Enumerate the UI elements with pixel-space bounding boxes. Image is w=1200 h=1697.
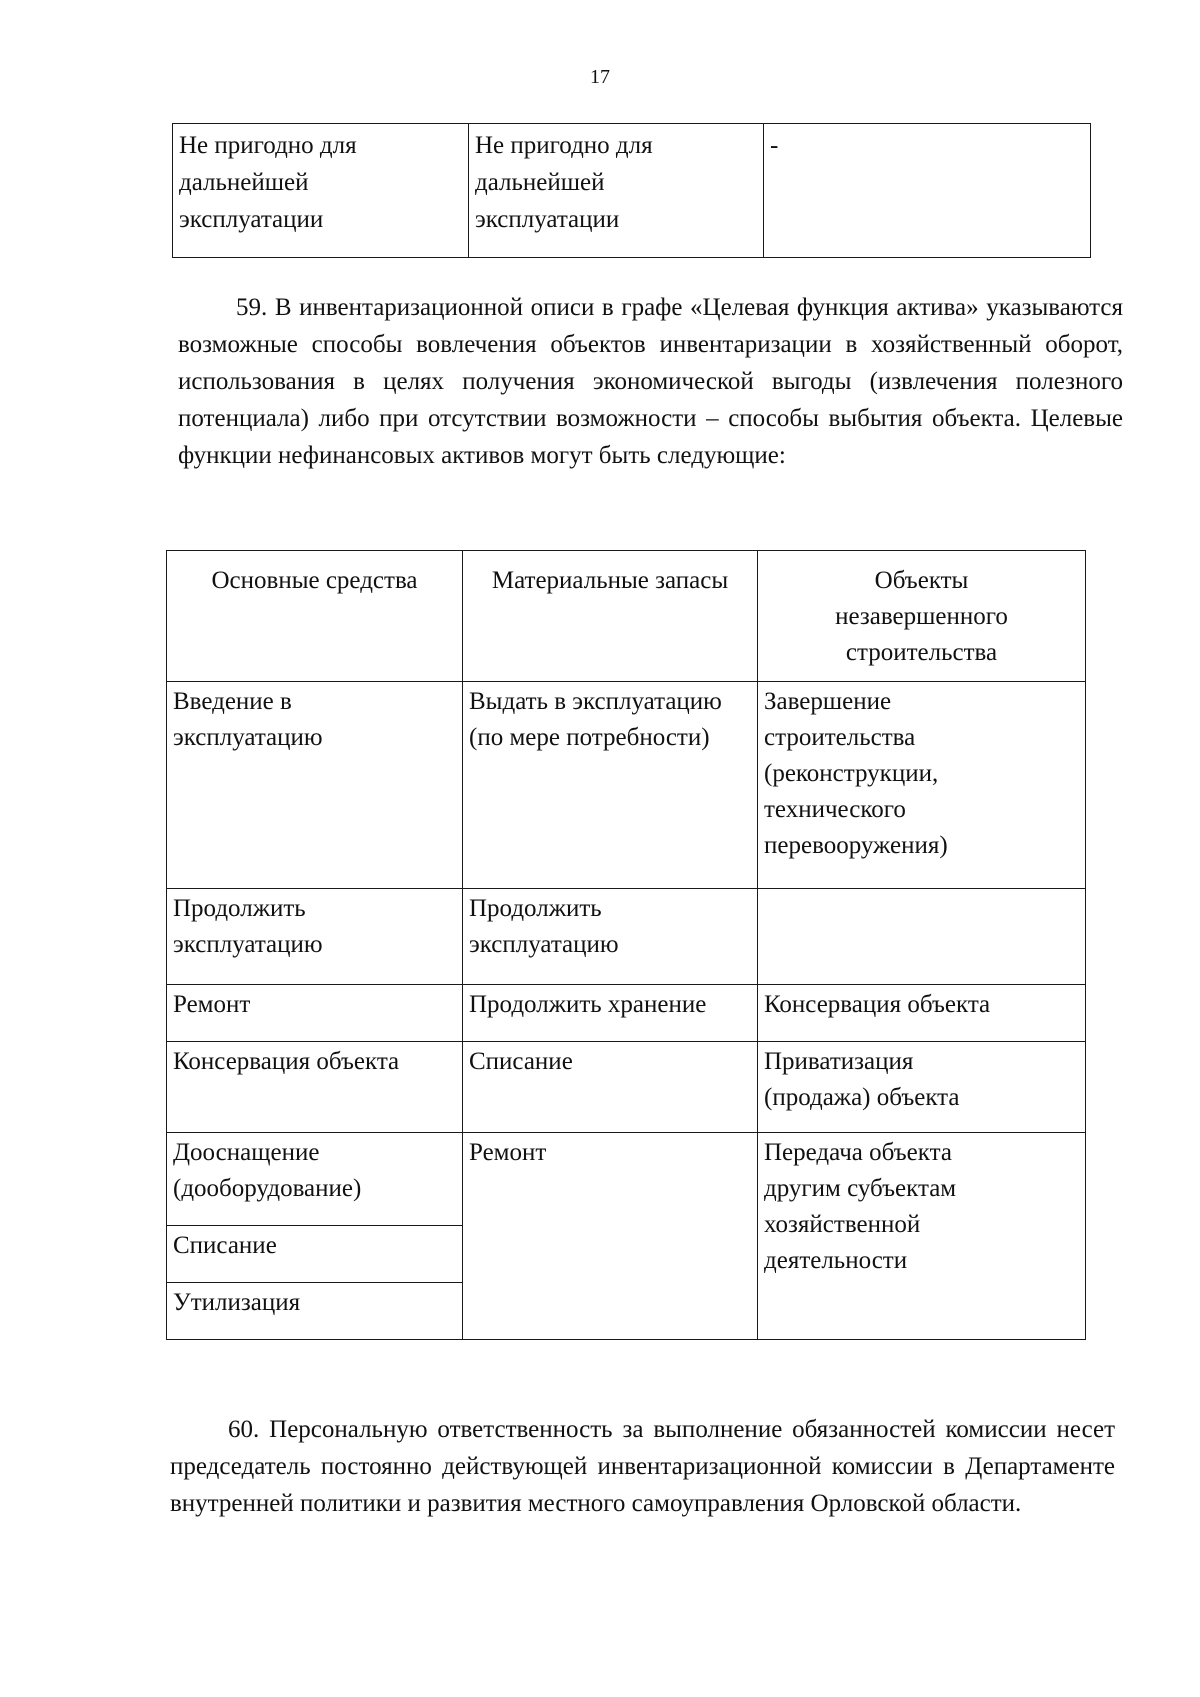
page-number: 17 (590, 66, 610, 88)
cell-line: Завершение (764, 688, 892, 715)
table-row (167, 682, 1086, 889)
cell-line: Консервация объекта (173, 1048, 400, 1075)
table-cell (764, 124, 1091, 258)
cell-line: Не пригодно для (475, 132, 653, 159)
cell-line: Консервация объекта (764, 991, 991, 1018)
cell-line: Приватизация (764, 1048, 914, 1075)
table-cell (758, 889, 1086, 985)
cell-line: Не пригодно для (179, 132, 357, 159)
cell-line: (реконструкции, (764, 760, 939, 787)
paragraph-59 (178, 289, 1123, 474)
column-header (758, 551, 1086, 682)
paragraph-59-text: 59. В инвентаризационной описи в графе «Целевая функция актива» указываются возможные способы вовлечения объектов инвентаризации в хозяйственный оборот, использования в целях получения экономической выгоды (извлечения полезного потенциала) либо при отсутствии возможности – способы выбытия объекта. Целевые функции нефинансовых активов могут быть следующие: (178, 294, 1123, 469)
cell-line: перевооружения) (764, 832, 948, 859)
cell-line: эксплуатацию (469, 931, 619, 958)
table-row (167, 889, 1086, 985)
cell-line: дальнейшей (179, 169, 309, 196)
table-row (173, 124, 1091, 258)
cell-line: хозяйственной (764, 1211, 921, 1238)
cell-line: Продолжить (173, 895, 306, 922)
top-table (172, 123, 1091, 258)
cell-line: незавершенного (835, 603, 1008, 630)
cell-line: Продолжить хранение (469, 991, 707, 1018)
table-cell (463, 889, 758, 985)
table-cell (758, 682, 1086, 889)
cell-line: Списание (173, 1232, 277, 1259)
cell-line: Объекты (874, 567, 969, 594)
table-row (167, 1042, 1086, 1133)
column-header: Основные средства (167, 551, 463, 682)
table-cell (463, 1133, 758, 1340)
cell-line: строительства (764, 724, 916, 751)
cell-line: Ремонт (469, 1139, 547, 1166)
target-functions-table (166, 550, 1086, 1340)
cell-line: (дооборудование) (173, 1175, 362, 1202)
table-cell (167, 1133, 463, 1226)
table-cell (167, 682, 463, 889)
cell-line: - (770, 132, 779, 159)
table-cell (167, 1283, 463, 1340)
table-cell (463, 985, 758, 1042)
column-header: Материальные запасы (463, 551, 758, 682)
table-cell (758, 985, 1086, 1042)
cell-line: Утилизация (173, 1289, 301, 1316)
cell-line: Введение в (173, 688, 292, 715)
table-header-row (167, 551, 1086, 682)
cell-line: дальнейшей (475, 169, 605, 196)
table-cell (167, 1042, 463, 1133)
cell-line: Выдать в эксплуатацию (469, 688, 722, 715)
table-cell (173, 124, 469, 258)
cell-line: эксплуатации (179, 206, 324, 233)
cell-line: эксплуатации (475, 206, 620, 233)
table-cell (758, 1042, 1086, 1133)
cell-line: строительства (845, 639, 998, 666)
paragraph-60 (170, 1411, 1115, 1522)
table-cell (758, 1133, 1086, 1340)
cell-line: деятельности (764, 1247, 908, 1274)
cell-line: Дооснащение (173, 1139, 320, 1166)
table-cell (167, 1226, 463, 1283)
table-cell (463, 1042, 758, 1133)
cell-line: Передача объекта (764, 1139, 952, 1166)
cell-line: Списание (469, 1048, 573, 1075)
table-row (167, 1133, 1086, 1226)
table-cell (469, 124, 764, 258)
cell-line: Ремонт (173, 991, 251, 1018)
table-cell (463, 682, 758, 889)
paragraph-60-text: 60. Персональную ответственность за выполнение обязанностей комиссии несет председатель постоянно действующей инвентаризационной комиссии в Департаменте внутренней политики и развития местного самоуправления Орловской области. (170, 1416, 1115, 1517)
cell-line: эксплуатацию (173, 931, 323, 958)
table-cell (167, 889, 463, 985)
table-row (167, 985, 1086, 1042)
cell-line: Продолжить (469, 895, 602, 922)
cell-line: (продажа) объекта (764, 1084, 960, 1111)
cell-line: другим субъектам (764, 1175, 957, 1202)
cell-line: (по мере потребности) (469, 724, 710, 751)
table-cell (167, 985, 463, 1042)
cell-line: эксплуатацию (173, 724, 323, 751)
cell-line: технического (764, 796, 906, 823)
